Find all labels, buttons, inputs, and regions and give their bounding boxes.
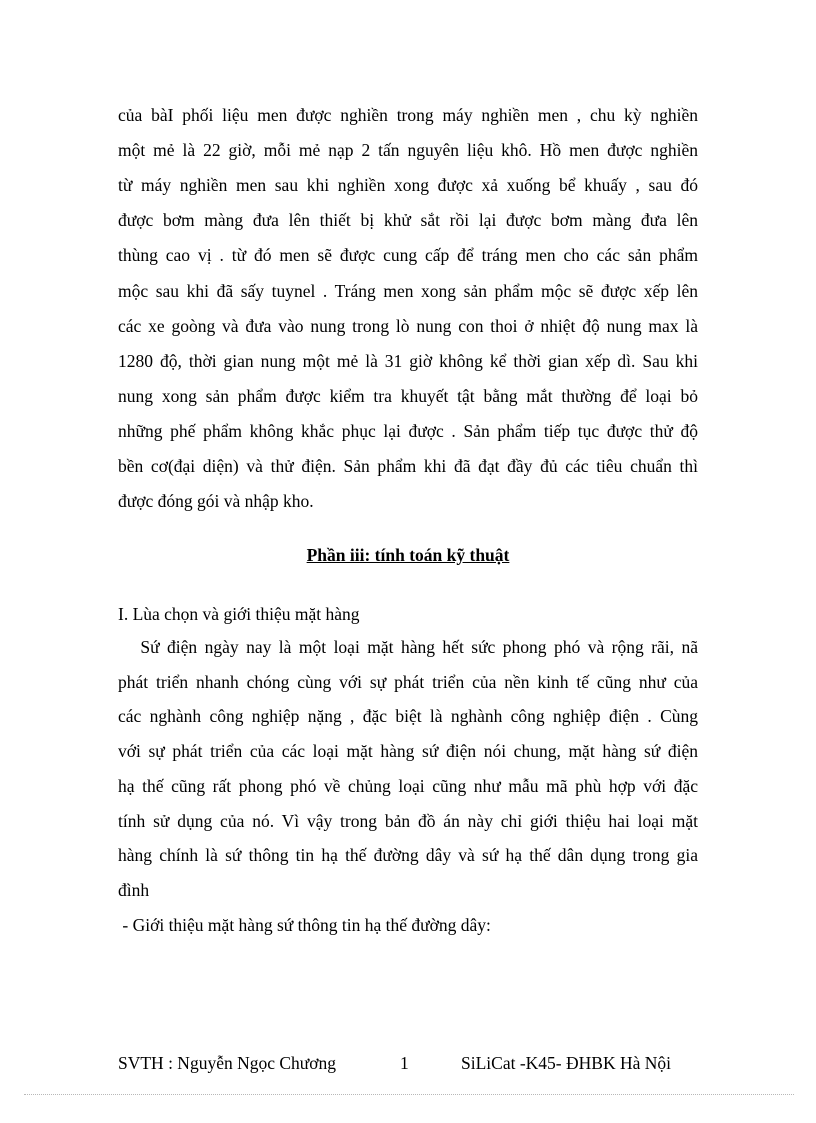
- paragraph1-line: một mẻ là 22 giờ, mỗi mẻ nạp 2 tấn nguyên liệu khô. Hồ men được nghiền: [118, 140, 698, 161]
- paragraph2-line: hàng chính là sứ thông tin hạ thế đường dây và sứ hạ thế dân dụng trong gia: [118, 845, 698, 866]
- paragraph1-line: từ máy nghiền men sau khi nghiền xong được xả xuống bể khuấy , sau đó: [118, 175, 698, 196]
- paragraph2-line: với sự phát triển của các loại mặt hàng sứ điện nói chung, mặt hàng sứ điện: [118, 741, 698, 762]
- footer-page-number: 1: [400, 1053, 409, 1073]
- paragraph2-line: hạ thế cũng rất phong phó về chủng loại cũng như mẫu mã phù hợp với đặc: [118, 775, 698, 796]
- paragraph1-line: nung xong sản phẩm được kiểm tra khuyết tật bằng mắt thường để loại bỏ: [118, 385, 698, 406]
- paragraph1-line: thùng cao vị . từ đó men sẽ được cung cấp để tráng men cho các sản phẩm: [118, 245, 698, 266]
- paragraph1-line: được bơm màng đưa lên thiết bị khử sắt rồi lại được bơm màng đưa lên: [118, 210, 698, 231]
- footer-author: SVTH : Nguyễn Ngọc Chương: [118, 1053, 337, 1073]
- paragraph2-line: đình: [118, 879, 150, 900]
- paragraph2-line: phát triển nhanh chóng cùng với sự phát triển của nền kinh tế cũng như của: [118, 671, 698, 692]
- paragraph1-line: của bàI phối liệu men được nghiền trong máy nghiền men , chu kỳ nghiền: [118, 105, 698, 125]
- paragraph2-line: Sứ điện ngày nay là một loại mặt hàng hết sức phong phó và rộng rãi, nã: [118, 637, 698, 657]
- subsection-heading: I. Lùa chọn và giới thiệu mặt hàng: [118, 604, 360, 624]
- footer-institution: SiLiCat -K45- ĐHBK Hà Nội: [461, 1053, 671, 1073]
- paragraph1-line: những phế phẩm không khắc phục lại được . Sản phẩm tiếp tục được thử độ: [118, 420, 698, 441]
- paragraph1-line: được đóng gói và nhập kho.: [118, 491, 314, 512]
- paragraph1-line: các xe goòng và đưa vào nung trong lò nung con thoi ở nhiệt độ nung max là: [118, 315, 698, 336]
- paragraph2-line: tính sử dụng của nó. Vì vậy trong bản đồ án này chỉ giới thiệu hai loại mặt: [118, 810, 698, 831]
- paragraph1-line: bền cơ(đại diện) và thử điện. Sản phẩm khi đã đạt đầy đủ các tiêu chuẩn thì: [118, 456, 698, 476]
- bullet-item: - Giới thiệu mặt hàng sứ thông tin hạ thế đường dây:: [118, 915, 491, 935]
- paragraph1-line: mộc sau khi đã sấy tuynel . Tráng men xong sản phẩm mộc sẽ được xếp lên: [118, 280, 698, 301]
- section-heading: Phần iii: tính toán kỹ thuật: [306, 545, 510, 565]
- page-bottom-divider: [24, 1094, 794, 1095]
- paragraph1-line: 1280 độ, thời gian nung một mẻ là 31 giờ không kể thời gian xếp dì. Sau khi: [118, 350, 698, 371]
- paragraph2-line: các nghành công nghiệp nặng , đặc biệt là nghành công nghiệp điện . Cùng: [118, 706, 698, 727]
